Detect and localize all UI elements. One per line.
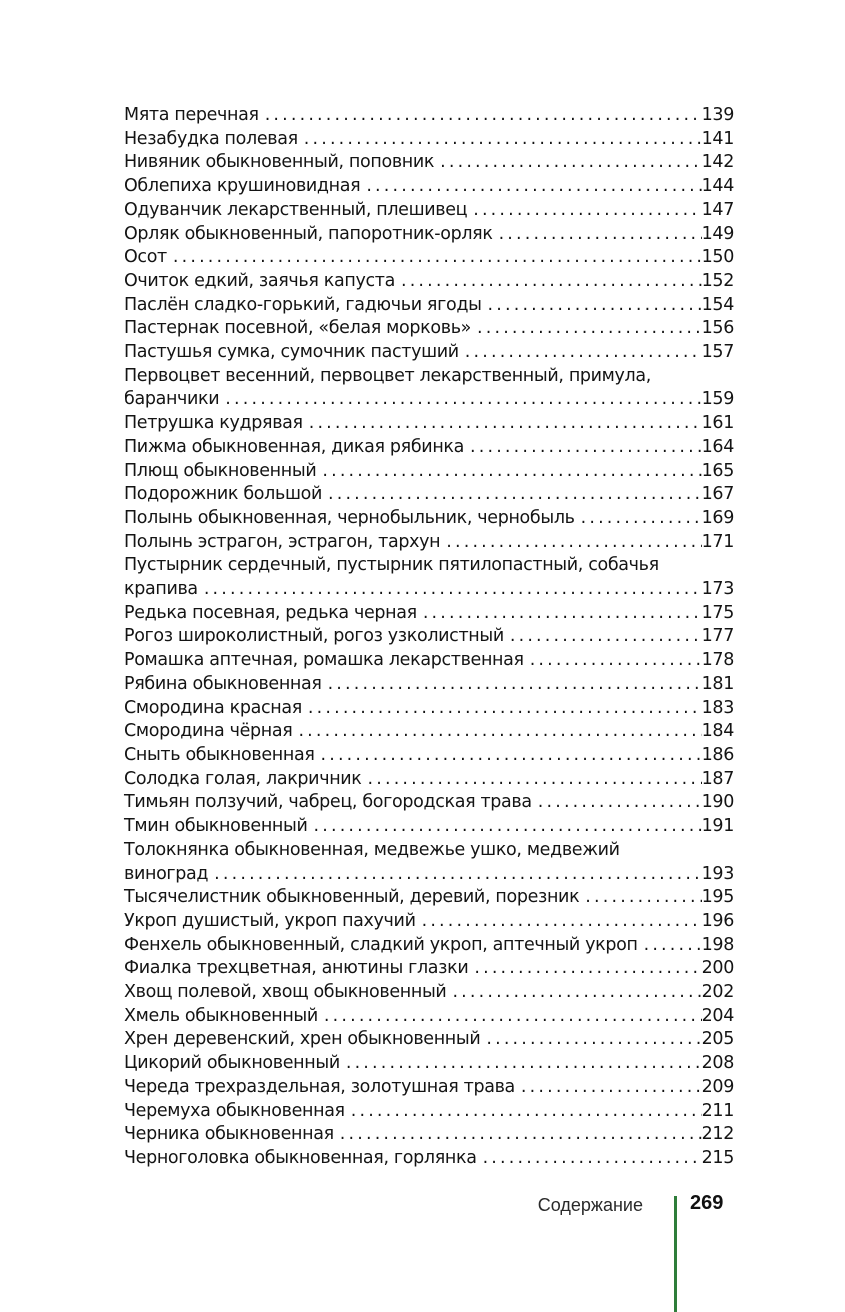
dot-leader (477, 1147, 702, 1171)
toc-entry-page: 195 (701, 887, 734, 908)
toc-entry-page: 212 (701, 1124, 734, 1145)
toc-entry-page: 144 (701, 176, 734, 197)
toc-entry (124, 744, 734, 768)
dot-leader (434, 151, 702, 175)
toc-entry-page: 183 (701, 697, 734, 718)
toc-entry-page: 187 (701, 768, 734, 789)
toc-entry-page: 169 (701, 507, 734, 528)
toc-entry-page: 161 (701, 413, 734, 434)
toc-entry-title: Орляк обыкновенный, папоротник-орляк (124, 223, 493, 244)
toc-entry-title: Плющ обыкновенный (124, 460, 317, 481)
toc-entry-page: 193 (701, 863, 734, 884)
toc-entry-title: Цикорий обыкновенный (124, 1053, 340, 1074)
dot-leader (198, 578, 702, 602)
toc-entry (124, 886, 734, 910)
dot-leader (515, 1076, 702, 1100)
toc-entry (124, 625, 734, 649)
toc-entry (124, 602, 734, 626)
toc-entry (124, 270, 734, 294)
toc-entry-title: Смородина красная (124, 697, 302, 718)
toc-entry-page: 190 (701, 792, 734, 813)
dot-leader (440, 531, 701, 555)
running-footer-section: Содержание (537, 1195, 643, 1215)
dot-leader (345, 1100, 702, 1124)
dot-leader (334, 1123, 702, 1147)
toc-entry (124, 1028, 734, 1052)
toc-entry (124, 934, 734, 958)
toc-entry-page: 200 (701, 958, 734, 979)
toc-entry-page: 150 (701, 247, 734, 268)
toc-entry (124, 1123, 734, 1147)
toc-entry-title: Ромашка аптечная, ромашка лекарственная (124, 650, 524, 671)
toc-entry-page: 181 (701, 673, 734, 694)
toc-entry-title: Рогоз широколистный, рогоз узколистный (124, 626, 504, 647)
toc-entry-title: Тысячелистник обыкновенный, деревий, порезник (124, 887, 580, 908)
toc-entry-title: Фенхель обыкновенный, сладкий укроп, аптечный укроп (124, 934, 638, 955)
toc-entry-page: 156 (701, 318, 734, 339)
dot-leader (167, 246, 702, 270)
toc-entry-page: 141 (701, 128, 734, 149)
toc-entry (124, 863, 734, 887)
toc-entry (124, 697, 734, 721)
dot-leader (322, 673, 702, 697)
toc-entry (124, 1005, 734, 1029)
toc-entry-title: Хвощ полевой, хвощ обыкновенный (124, 982, 447, 1003)
toc-entry (124, 412, 734, 436)
toc-entry-title: Пижма обыкновенная, дикая рябинка (124, 436, 465, 457)
toc-entry-title-line1: Толокнянка обыкновенная, медвежье ушко, медвежий (124, 839, 620, 860)
toc-entry (124, 815, 734, 839)
dot-leader (464, 436, 702, 460)
dot-leader (417, 602, 702, 626)
toc-entry-page: 186 (701, 744, 734, 765)
toc-entry-page: 175 (701, 602, 734, 623)
toc-entry (124, 317, 734, 341)
toc-entry-title: Хмель обыкновенный (124, 1005, 318, 1026)
toc-entry (124, 460, 734, 484)
dot-leader (395, 270, 702, 294)
dot-leader (482, 294, 702, 318)
toc-entry (124, 673, 734, 697)
toc-entry (124, 1100, 734, 1124)
toc-entry (124, 507, 734, 531)
toc-entry (124, 1076, 734, 1100)
dot-leader (340, 1052, 702, 1076)
toc-entry-title: Хрен деревенский, хрен обыкновенный (124, 1029, 481, 1050)
toc-entry-title: Черноголовка обыкновенная, горлянка (124, 1147, 477, 1168)
toc-entry (124, 104, 734, 128)
toc-entry-page: 173 (701, 579, 734, 600)
dot-leader (318, 1005, 702, 1029)
toc-entry-page: 191 (701, 816, 734, 837)
toc-entry-title: Череда трехраздельная, золотушная трава (124, 1076, 515, 1097)
toc-entry-page: 167 (701, 484, 734, 505)
toc-entry-title: Солодка голая, лакричник (124, 768, 362, 789)
toc-entry-title: Полынь обыкновенная, чернобыльник, чернобыль (124, 507, 575, 528)
dot-leader (468, 957, 701, 981)
toc-entry (124, 768, 734, 792)
toc-entry-page: 209 (701, 1076, 734, 1097)
dot-leader (467, 199, 701, 223)
toc-entry (124, 981, 734, 1005)
toc-entry (124, 436, 734, 460)
toc-entry-page: 142 (701, 152, 734, 173)
toc-entry-title: Укроп душистый, укроп пахучий (124, 910, 416, 931)
toc-entry-title: Петрушка кудрявая (124, 413, 303, 434)
toc-entry-page: 198 (701, 934, 734, 955)
toc-entry-page: 165 (701, 460, 734, 481)
toc-entry (124, 910, 734, 934)
toc-entry-title: Нивяник обыкновенный, поповник (124, 152, 435, 173)
dot-leader (480, 1028, 701, 1052)
toc-entry-page: 159 (701, 389, 734, 410)
dot-leader (471, 317, 702, 341)
toc-entry (124, 294, 734, 318)
toc-entry-page: 154 (701, 294, 734, 315)
toc-entry-title: Осот (124, 247, 167, 268)
toc-entry-title: виноград (124, 863, 209, 884)
toc-entry-title: Облепиха крушиновидная (124, 176, 361, 197)
toc-entry-title: Тмин обыкновенный (124, 816, 308, 837)
toc-entry-page: 202 (701, 982, 734, 1003)
dot-leader (292, 720, 701, 744)
toc-entry-page: 149 (701, 223, 734, 244)
toc-entry-page: 177 (701, 626, 734, 647)
dot-leader (208, 863, 701, 887)
toc-entry-page: 178 (701, 650, 734, 671)
dot-leader (362, 768, 702, 792)
toc-entry (124, 223, 734, 247)
toc-entry-title: Пастушья сумка, сумочник пастуший (124, 342, 459, 363)
table-of-contents (124, 104, 734, 1171)
dot-leader (524, 649, 702, 673)
dot-leader (302, 697, 702, 721)
toc-entry (124, 578, 734, 602)
dot-leader (504, 625, 702, 649)
dot-leader (259, 104, 702, 128)
toc-entry-title: Смородина чёрная (124, 721, 293, 742)
page-number: 269 (690, 1192, 724, 1214)
dot-leader (459, 341, 702, 365)
toc-entry-title: Подорожник большой (124, 484, 322, 505)
toc-entry (124, 649, 734, 673)
dot-leader (579, 886, 701, 910)
dot-leader (416, 910, 702, 934)
toc-entry-title: Мята перечная (124, 105, 259, 125)
toc-entry (124, 1147, 734, 1171)
toc-entry-title: Незабудка полевая (124, 128, 298, 149)
toc-entry-title: Черемуха обыкновенная (124, 1100, 345, 1121)
toc-entry-page: 211 (701, 1100, 734, 1121)
footer-divider (674, 1196, 677, 1312)
toc-entry-title: Пастернак посевной, «белая морковь» (124, 318, 472, 339)
toc-entry-title: Сныть обыкновенная (124, 744, 315, 765)
toc-entry-page: 164 (701, 436, 734, 457)
toc-entry (124, 720, 734, 744)
dot-leader (303, 412, 702, 436)
toc-entry (124, 531, 734, 555)
toc-entry-title: Редька посевная, редька черная (124, 602, 417, 623)
toc-entry-page: 157 (701, 342, 734, 363)
toc-entry-title: Фиалка трехцветная, анютины глазки (124, 958, 469, 979)
toc-entry (124, 151, 734, 175)
toc-entry-title: Рябина обыкновенная (124, 673, 322, 694)
toc-entry-title: Тимьян ползучий, чабрец, богородская трава (124, 792, 532, 813)
dot-leader (360, 175, 701, 199)
toc-entry-page: 152 (701, 270, 734, 291)
dot-leader (298, 128, 702, 152)
toc-entry-page: 184 (701, 721, 734, 742)
toc-entry-page: 139 (701, 105, 734, 125)
dot-leader (308, 815, 702, 839)
toc-entry (124, 483, 734, 507)
toc-entry-page: 196 (701, 910, 734, 931)
toc-entry-title: Полынь эстрагон, эстрагон, тархун (124, 531, 441, 552)
toc-entry-page: 205 (701, 1029, 734, 1050)
toc-entry (124, 246, 734, 270)
dot-leader (219, 388, 701, 412)
toc-entry (124, 1052, 734, 1076)
toc-entry-title: Черника обыкновенная (124, 1124, 334, 1145)
toc-entry-page: 147 (701, 199, 734, 220)
dot-leader (638, 934, 702, 958)
toc-entry-title-line1: Пустырник сердечный, пустырник пятилопастный, собачья (124, 555, 659, 576)
toc-entry-title: Очиток едкий, заячья капуста (124, 270, 395, 291)
toc-entry (124, 791, 734, 815)
toc-entry (124, 957, 734, 981)
toc-entry-page: 171 (701, 531, 734, 552)
dot-leader (322, 483, 702, 507)
toc-entry-title: крапива (124, 579, 198, 600)
dot-leader (493, 223, 702, 247)
toc-entry-title: баранчики (124, 389, 220, 410)
dot-leader (446, 981, 701, 1005)
toc-entry-page: 215 (701, 1147, 734, 1168)
toc-entry-page: 204 (701, 1005, 734, 1026)
dot-leader (315, 744, 702, 768)
dot-leader (532, 791, 702, 815)
toc-entry-page: 208 (701, 1053, 734, 1074)
toc-entry-title: Одуванчик лекарственный, плешивец (124, 199, 468, 220)
dot-leader (316, 460, 701, 484)
toc-entry-title: Паслён сладко-горький, гадючьи ягоды (124, 294, 482, 315)
dot-leader (575, 507, 702, 531)
toc-entry (124, 388, 734, 412)
toc-entry (124, 341, 734, 365)
toc-entry (124, 128, 734, 152)
toc-entry (124, 199, 734, 223)
toc-entry-title-line1: Первоцвет весенний, первоцвет лекарственный, примула, (124, 365, 651, 386)
toc-entry (124, 175, 734, 199)
